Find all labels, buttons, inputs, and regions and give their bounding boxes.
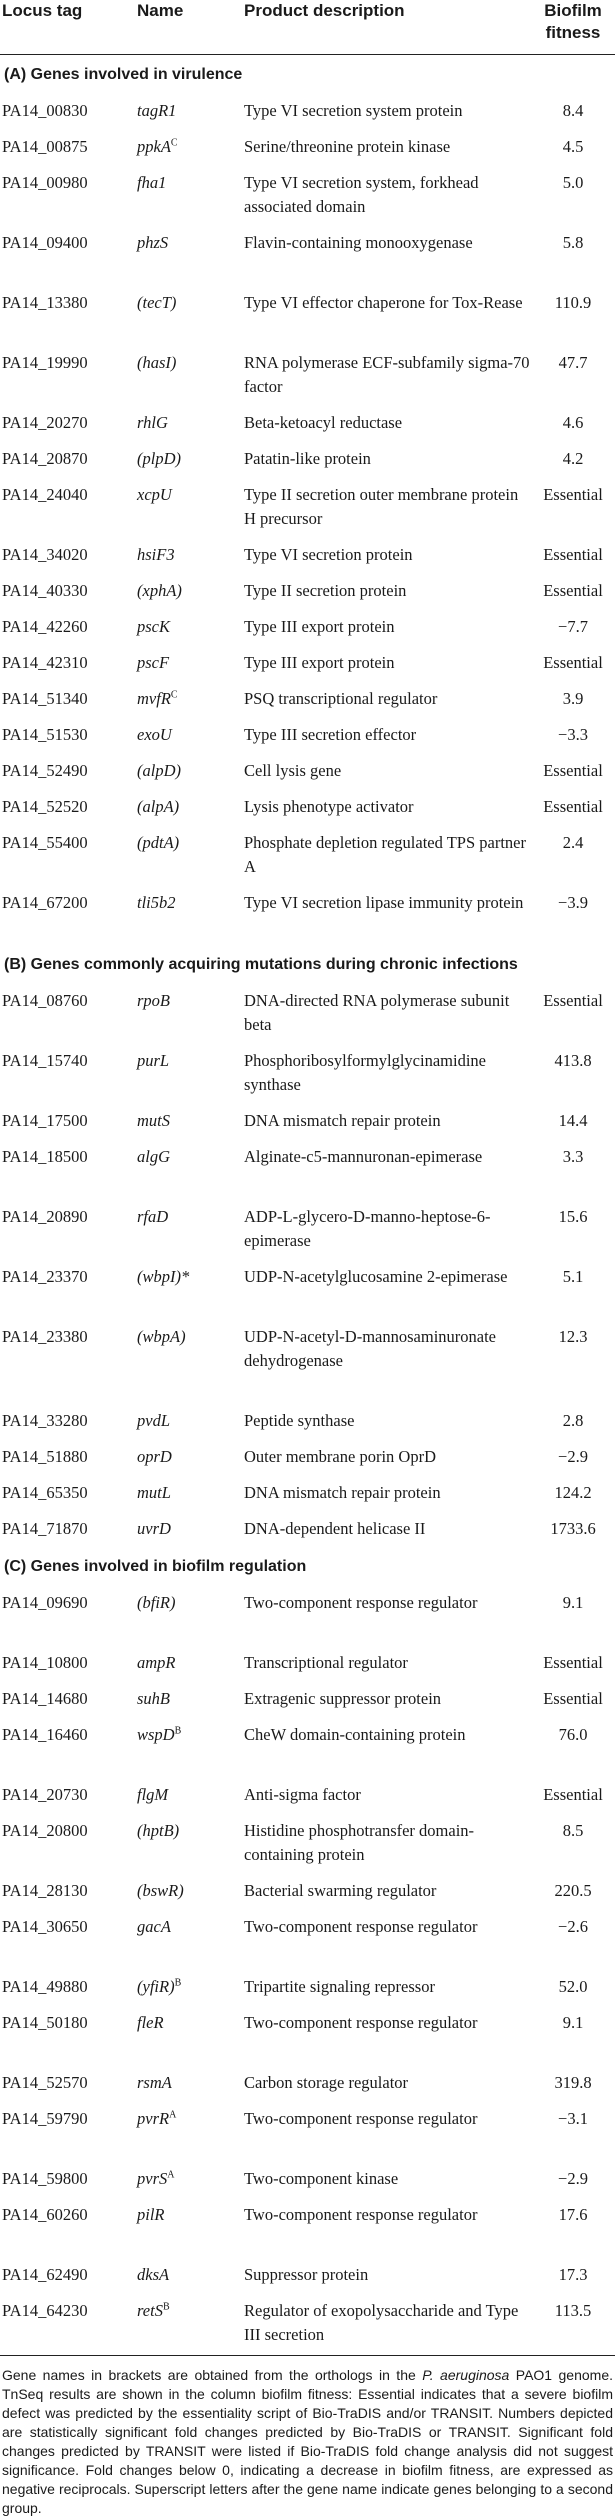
table-row [0,1103,615,1139]
table-row [0,1681,615,1717]
table-row [0,285,615,345]
locus-tag-cell: PA14_23370 [2,1266,88,1286]
gene-name: oprD [137,1446,172,1466]
section-title: (C) Genes involved in biofilm regulation [4,1557,307,1575]
table-row [0,537,615,573]
gene-name: exoU [137,724,172,744]
product-description-cell: Type III secretion effector [244,724,417,744]
locus-tag-cell: PA14_00830 [2,100,88,120]
gene-name-cell [137,441,244,477]
gene-name-cell [137,1139,244,1199]
gene-name-cell [137,1043,244,1103]
gene-name: tli5b2 [137,892,176,912]
biofilm-fitness-cell: Essential [543,760,603,780]
product-description-cell: DNA mismatch repair protein [244,1110,441,1130]
gene-name: (alpA) [137,796,180,816]
table-row [0,405,615,441]
product-description-cell: UDP-N-acetyl-D-mannosaminuronate dehydrogenase [244,1326,497,1370]
gene-name: (hasI) [137,352,177,372]
gene-name-cell [137,1319,244,1403]
product-description-cell: Histidine phosphotransfer domain-containing protein [244,1820,475,1864]
product-description-cell: Type VI effector chaperone for Tox-Rease [244,292,523,312]
gene-name: algG [137,1146,170,1166]
header-name: Name [137,0,244,54]
gene-name: rfaD [137,1206,169,1226]
biofilm-fitness-cell: −3.3 [558,724,588,744]
gene-name-cell [137,2101,244,2161]
gene-name-cell [137,1439,244,1475]
table-row [0,2257,615,2293]
product-description-cell: Two-component kinase [244,2168,399,2188]
gene-name: ampR [137,1652,176,1672]
table-row [0,165,615,225]
biofilm-fitness-cell: 2.8 [562,1410,584,1430]
gene-name-cell [137,405,244,441]
biofilm-fitness-cell: 4.5 [562,136,584,156]
gene-name-cell [137,537,244,573]
biofilm-fitness-cell: −2.9 [558,1446,588,1466]
gene-name-cell [137,1969,244,2005]
gene-name-cell [137,1103,244,1139]
gene-name-cell [137,1475,244,1511]
locus-tag-cell: PA14_28130 [2,1880,88,1900]
group-superscript: B [162,2301,170,2312]
locus-tag-cell: PA14_13380 [2,292,88,312]
locus-tag-cell: PA14_19990 [2,352,88,372]
gene-name: (bfiR) [137,1592,176,1612]
gene-name: mutS [137,1110,170,1130]
table-row [0,789,615,825]
gene-name: dksA [137,2264,170,2284]
table-row [0,885,615,945]
product-description-cell: Type VI secretion system protein [244,100,463,120]
gene-name-cell [137,1717,244,1777]
table-row [0,1873,615,1909]
table-row [0,717,615,753]
gene-name-cell [137,2005,244,2065]
locus-tag-cell: PA14_71870 [2,1518,88,1538]
table-row [0,129,615,165]
gene-name: rpoB [137,990,170,1010]
product-description-cell: Type VI secretion system, forkhead associated domain [244,172,479,216]
table-row [0,2293,615,2353]
gene-name: pvrS [137,2168,168,2188]
biofilm-fitness-cell: 319.8 [554,2072,592,2092]
product-description-cell: Type VI secretion lipase immunity protein [244,892,524,912]
locus-tag-cell: PA14_49880 [2,1976,88,1996]
product-description-cell: Type III export protein [244,616,395,636]
table-row [0,609,615,645]
gene-name: rsmA [137,2072,172,2092]
biofilm-fitness-cell: 220.5 [554,1880,592,1900]
table-row [0,1439,615,1475]
gene-name-cell [137,225,244,285]
biofilm-fitness-cell: Essential [543,990,603,1010]
table-row [0,93,615,129]
table-row [0,1645,615,1681]
gene-name: pscK [137,616,170,636]
locus-tag-cell: PA14_08760 [2,990,88,1010]
group-superscript: A [167,2169,175,2180]
biofilm-fitness-cell: 17.6 [558,2204,588,2224]
locus-tag-cell: PA14_64230 [2,2300,88,2320]
locus-tag-cell: PA14_51880 [2,1446,88,1466]
product-description-cell: Tripartite signaling repressor [244,1976,435,1996]
locus-tag-cell: PA14_23380 [2,1326,88,1346]
biofilm-fitness-cell: 76.0 [558,1724,588,1744]
locus-tag-cell: PA14_50180 [2,2012,88,2032]
gene-name-cell [137,983,244,1043]
gene-name-cell [137,2293,244,2353]
biofilm-fitness-cell: 5.0 [562,172,584,192]
table-row [0,645,615,681]
table-row [0,573,615,609]
product-description-cell: Beta-ketoacyl reductase [244,412,403,432]
section-header [0,1547,615,1585]
gene-name-cell [137,1873,244,1909]
table-row [0,1777,615,1813]
table-row [0,2005,615,2065]
gene-name: (hptB) [137,1820,180,1840]
group-superscript: A [169,2109,177,2120]
gene-name: suhB [137,1688,170,1708]
product-description-cell: Anti-sigma factor [244,1784,361,1804]
product-description-cell: Phosphate depletion regulated TPS partner A [244,832,526,876]
table-row [0,477,615,537]
gene-name-cell [137,789,244,825]
locus-tag-cell: PA14_33280 [2,1410,88,1430]
gene-name-cell [137,165,244,225]
product-description-cell: DNA-dependent helicase II [244,1518,426,1538]
biofilm-fitness-cell: 124.2 [554,1482,592,1502]
biofilm-fitness-cell: 3.9 [562,688,584,708]
gene-name-cell [137,1259,244,1319]
table-row [0,2101,615,2161]
product-description-cell: Carbon storage regulator [244,2072,409,2092]
locus-tag-cell: PA14_52490 [2,760,88,780]
gene-name: fha1 [137,172,167,192]
product-description-cell: ADP-L-glycero-D-manno-heptose-6-epimerase [244,1206,491,1250]
locus-tag-cell: PA14_20800 [2,1820,88,1840]
section-title: (B) Genes commonly acquiring mutations during chronic infections [4,955,518,973]
gene-name-cell [137,2257,244,2293]
gene-name: (bswR) [137,1880,184,1900]
locus-tag-cell: PA14_62490 [2,2264,88,2284]
gene-name: gacA [137,1916,171,1936]
table-bottom-rule [0,2355,615,2356]
gene-name-cell [137,1909,244,1969]
product-description-cell: Patatin-like protein [244,448,371,468]
product-description-cell: Type II secretion outer membrane protein H precursor [244,484,519,528]
gene-name-cell [137,1681,244,1717]
gene-name: purL [137,1050,170,1070]
gene-name: phzS [137,232,169,252]
locus-tag-cell: PA14_20730 [2,1784,88,1804]
biofilm-fitness-cell: 52.0 [558,1976,588,1996]
product-description-cell: Outer membrane porin OprD [244,1446,436,1466]
gene-name-cell [137,1199,244,1259]
product-description-cell: Regulator of exopolysaccharide and Type III secretion [244,2300,519,2344]
table-row [0,753,615,789]
section-title: (A) Genes involved in virulence [4,65,243,83]
locus-tag-cell: PA14_20890 [2,1206,88,1226]
locus-tag-cell: PA14_42260 [2,616,88,636]
locus-tag-cell: PA14_42310 [2,652,88,672]
gene-name-cell [137,717,244,753]
locus-tag-cell: PA14_18500 [2,1146,88,1166]
gene-name: wspD [137,1724,175,1744]
product-description-cell: Two-component response regulator [244,2204,478,2224]
locus-tag-cell: PA14_52570 [2,2072,88,2092]
table-row [0,1585,615,1645]
biofilm-fitness-cell: 14.4 [558,1110,588,1130]
gene-name-cell [137,1777,244,1813]
gene-name-cell [137,1813,244,1873]
gene-name: mutL [137,1482,171,1502]
product-description-cell: Flavin-containing monooxygenase [244,232,473,252]
table-row [0,2197,615,2257]
gene-name-cell [137,825,244,885]
locus-tag-cell: PA14_40330 [2,580,88,600]
locus-tag-cell: PA14_55400 [2,832,88,852]
table-row [0,1259,615,1319]
group-superscript: B [174,1725,182,1736]
table-row [0,1813,615,1873]
group-superscript: C [170,137,178,148]
biofilm-fitness-cell: 413.8 [554,1050,592,1070]
gene-name: flgM [137,1784,169,1804]
gene-name: (alpD) [137,760,181,780]
group-superscript: C [170,689,178,700]
product-description-cell: Serine/threonine protein kinase [244,136,451,156]
gene-name: tagR1 [137,100,177,120]
gene-name: mvfR [137,688,171,708]
table-header-row [0,0,615,54]
gene-name: rhlG [137,412,168,432]
section-header [0,54,615,93]
gene-name: hsiF3 [137,544,175,564]
product-description-cell: Suppressor protein [244,2264,369,2284]
table-row [0,1969,615,2005]
table-row [0,825,615,885]
gene-name-cell [137,2161,244,2197]
locus-tag-cell: PA14_15740 [2,1050,88,1070]
biofilm-fitness-cell: 1733.6 [550,1518,596,1538]
locus-tag-cell: PA14_34020 [2,544,88,564]
gene-name-cell [137,681,244,717]
product-description-cell: PSQ transcriptional regulator [244,688,438,708]
gene-name-cell [137,285,244,345]
table-row [0,441,615,477]
product-description-cell: Two-component response regulator [244,1916,478,1936]
gene-name-cell [137,753,244,789]
locus-tag-cell: PA14_20270 [2,412,88,432]
product-description-cell: Two-component response regulator [244,1592,478,1612]
product-description-cell: Cell lysis gene [244,760,342,780]
table-row [0,983,615,1043]
header-biofilm-fitness: Biofilm fitness [531,0,615,54]
locus-tag-cell: PA14_52520 [2,796,88,816]
gene-name-cell [137,885,244,945]
table-row [0,2065,615,2101]
table-row [0,1043,615,1103]
biofilm-fitness-cell: 3.3 [562,1146,584,1166]
gene-name: fleR [137,2012,164,2032]
biofilm-fitness-cell: 8.4 [562,100,584,120]
biofilm-fitness-cell: 5.1 [562,1266,584,1286]
biofilm-fitness-cell: 17.3 [558,2264,588,2284]
biofilm-fitness-cell: Essential [543,544,603,564]
gene-name-cell [137,2197,244,2257]
header-locus-tag: Locus tag [0,0,137,54]
locus-tag-cell: PA14_65350 [2,1482,88,1502]
product-description-cell: RNA polymerase ECF-subfamily sigma-70 factor [244,352,530,396]
product-description-cell: DNA-directed RNA polymerase subunit beta [244,990,510,1034]
gene-name-cell [137,477,244,537]
biofilm-fitness-cell: 8.5 [562,1820,584,1840]
gene-name-cell [137,93,244,129]
locus-tag-cell: PA14_67200 [2,892,88,912]
biofilm-fitness-cell: −3.9 [558,892,588,912]
product-description-cell: DNA mismatch repair protein [244,1482,441,1502]
product-description-cell: Two-component response regulator [244,2108,478,2128]
biofilm-fitness-cell: 47.7 [558,352,588,372]
biofilm-fitness-cell: 9.1 [562,2012,584,2032]
locus-tag-cell: PA14_16460 [2,1724,88,1744]
table-row [0,345,615,405]
gene-name-cell [137,2065,244,2101]
product-description-cell: Type III export protein [244,652,395,672]
locus-tag-cell: PA14_20870 [2,448,88,468]
biofilm-fitness-cell: Essential [543,1784,603,1804]
gene-name-cell [137,345,244,405]
biofilm-fitness-cell: 12.3 [558,1326,588,1346]
biofilm-fitness-cell: Essential [543,1652,603,1672]
gene-name: uvrD [137,1518,171,1538]
gene-name: (wbpI)* [137,1266,190,1286]
gene-name: retS [137,2300,163,2320]
locus-tag-cell: PA14_10800 [2,1652,88,1672]
gene-name-cell [137,1585,244,1645]
gene-name-cell [137,573,244,609]
biofilm-fitness-cell: −3.1 [558,2108,588,2128]
biofilm-fitness-cell: Essential [543,580,603,600]
table-row [0,1909,615,1969]
table-row [0,1475,615,1511]
locus-tag-cell: PA14_17500 [2,1110,88,1130]
locus-tag-cell: PA14_60260 [2,2204,88,2224]
biofilm-fitness-cell: 15.6 [558,1206,588,1226]
biofilm-fitness-cell: −2.6 [558,1916,588,1936]
table-row [0,225,615,285]
product-description-cell: Phosphoribosylformylglycinamidine synthase [244,1050,486,1094]
locus-tag-cell: PA14_00980 [2,172,88,192]
gene-name: pilR [137,2204,165,2224]
locus-tag-cell: PA14_30650 [2,1916,88,1936]
product-description-cell: CheW domain-containing protein [244,1724,466,1744]
gene-name: (wbpA) [137,1326,186,1346]
product-description-cell: UDP-N-acetylglucosamine 2-epimerase [244,1266,508,1286]
gene-name: (xphA) [137,580,182,600]
gene-name: (yfiR) [137,1976,175,1996]
product-description-cell: Type II secretion protein [244,580,407,600]
section-header [0,945,615,983]
product-description-cell: Transcriptional regulator [244,1652,408,1672]
product-description-cell: Type VI secretion protein [244,544,413,564]
gene-name-cell [137,1511,244,1547]
table-row [0,681,615,717]
biofilm-fitness-cell: Essential [543,1688,603,1708]
species-name: P. aeruginosa [422,2366,510,2383]
table-row [0,1319,615,1403]
gene-name: pvrR [137,2108,170,2128]
table-row [0,1139,615,1199]
table-row [0,1511,615,1547]
biofilm-fitness-cell: 113.5 [554,2300,592,2320]
gene-name-cell [137,1403,244,1439]
gene-name-cell [137,609,244,645]
table-row [0,1403,615,1439]
product-description-cell: Extragenic suppressor protein [244,1688,442,1708]
biofilm-fitness-cell: 9.1 [562,1592,584,1612]
header-product-description: Product description [244,0,531,54]
locus-tag-cell: PA14_59790 [2,2108,88,2128]
gene-name: (plpD) [137,448,181,468]
biofilm-fitness-cell: 110.9 [554,292,592,312]
biofilm-fitness-cell: 2.4 [562,832,584,852]
biofilm-fitness-cell: Essential [543,484,603,504]
gene-name: (pdtA) [137,832,180,852]
locus-tag-cell: PA14_09690 [2,1592,88,1612]
product-description-cell: Peptide synthase [244,1410,355,1430]
locus-tag-cell: PA14_59800 [2,2168,88,2188]
product-description-cell: Two-component response regulator [244,2012,478,2032]
table-row [0,2161,615,2197]
product-description-cell: Lysis phenotype activator [244,796,414,816]
locus-tag-cell: PA14_51530 [2,724,88,744]
locus-tag-cell: PA14_51340 [2,688,88,708]
gene-name: xcpU [137,484,172,504]
biofilm-fitness-cell: 4.2 [562,448,584,468]
gene-name-cell [137,645,244,681]
gene-name: pscF [137,652,170,672]
table-footnote: Gene names in brackets are obtained from the orthologs in the P. aeruginosa PAO1 genome. TnSeq results are shown in the column biofilm fitness: Essential indicates that a severe biofilm defect was predicted by the essentiality script of Bio-TraDIS and/or TRANSIT. Numbers depicted are statistically significant fold changes predicted by Bio-TraDIS or TRANSIT. Significant fold changes predicted by TRANSIT were listed if Bio-TraDIS fold change analysis did not suggest significance. Fold changes below 0, indicating a decrease in biofilm fitness, are expressed as negative reciprocals. Superscript letters after the gene name indicate genes belonging to a second group. [2,2366,614,2516]
locus-tag-cell: PA14_00875 [2,136,88,156]
biofilm-fitness-cell: 4.6 [562,412,584,432]
biofilm-fitness-cell: Essential [543,796,603,816]
locus-tag-cell: PA14_14680 [2,1688,88,1708]
gene-name-cell [137,129,244,165]
gene-name: ppkA [137,136,171,156]
product-description-cell: Bacterial swarming regulator [244,1880,437,1900]
table-body [0,54,615,2353]
product-description-cell: Alginate-c5-mannuronan-epimerase [244,1146,483,1166]
gene-name: pvdL [137,1410,170,1430]
locus-tag-cell: PA14_24040 [2,484,88,504]
biofilm-fitness-cell: 5.8 [562,232,584,252]
gene-name: (tecT) [137,292,177,312]
table-row [0,1717,615,1777]
biofilm-fitness-cell: Essential [543,652,603,672]
biofilm-fitness-cell: −2.9 [558,2168,588,2188]
locus-tag-cell: PA14_09400 [2,232,88,252]
biofilm-fitness-cell: −7.7 [558,616,588,636]
table-row [0,1199,615,1259]
gene-name-cell [137,1645,244,1681]
group-superscript: B [174,1977,182,1988]
